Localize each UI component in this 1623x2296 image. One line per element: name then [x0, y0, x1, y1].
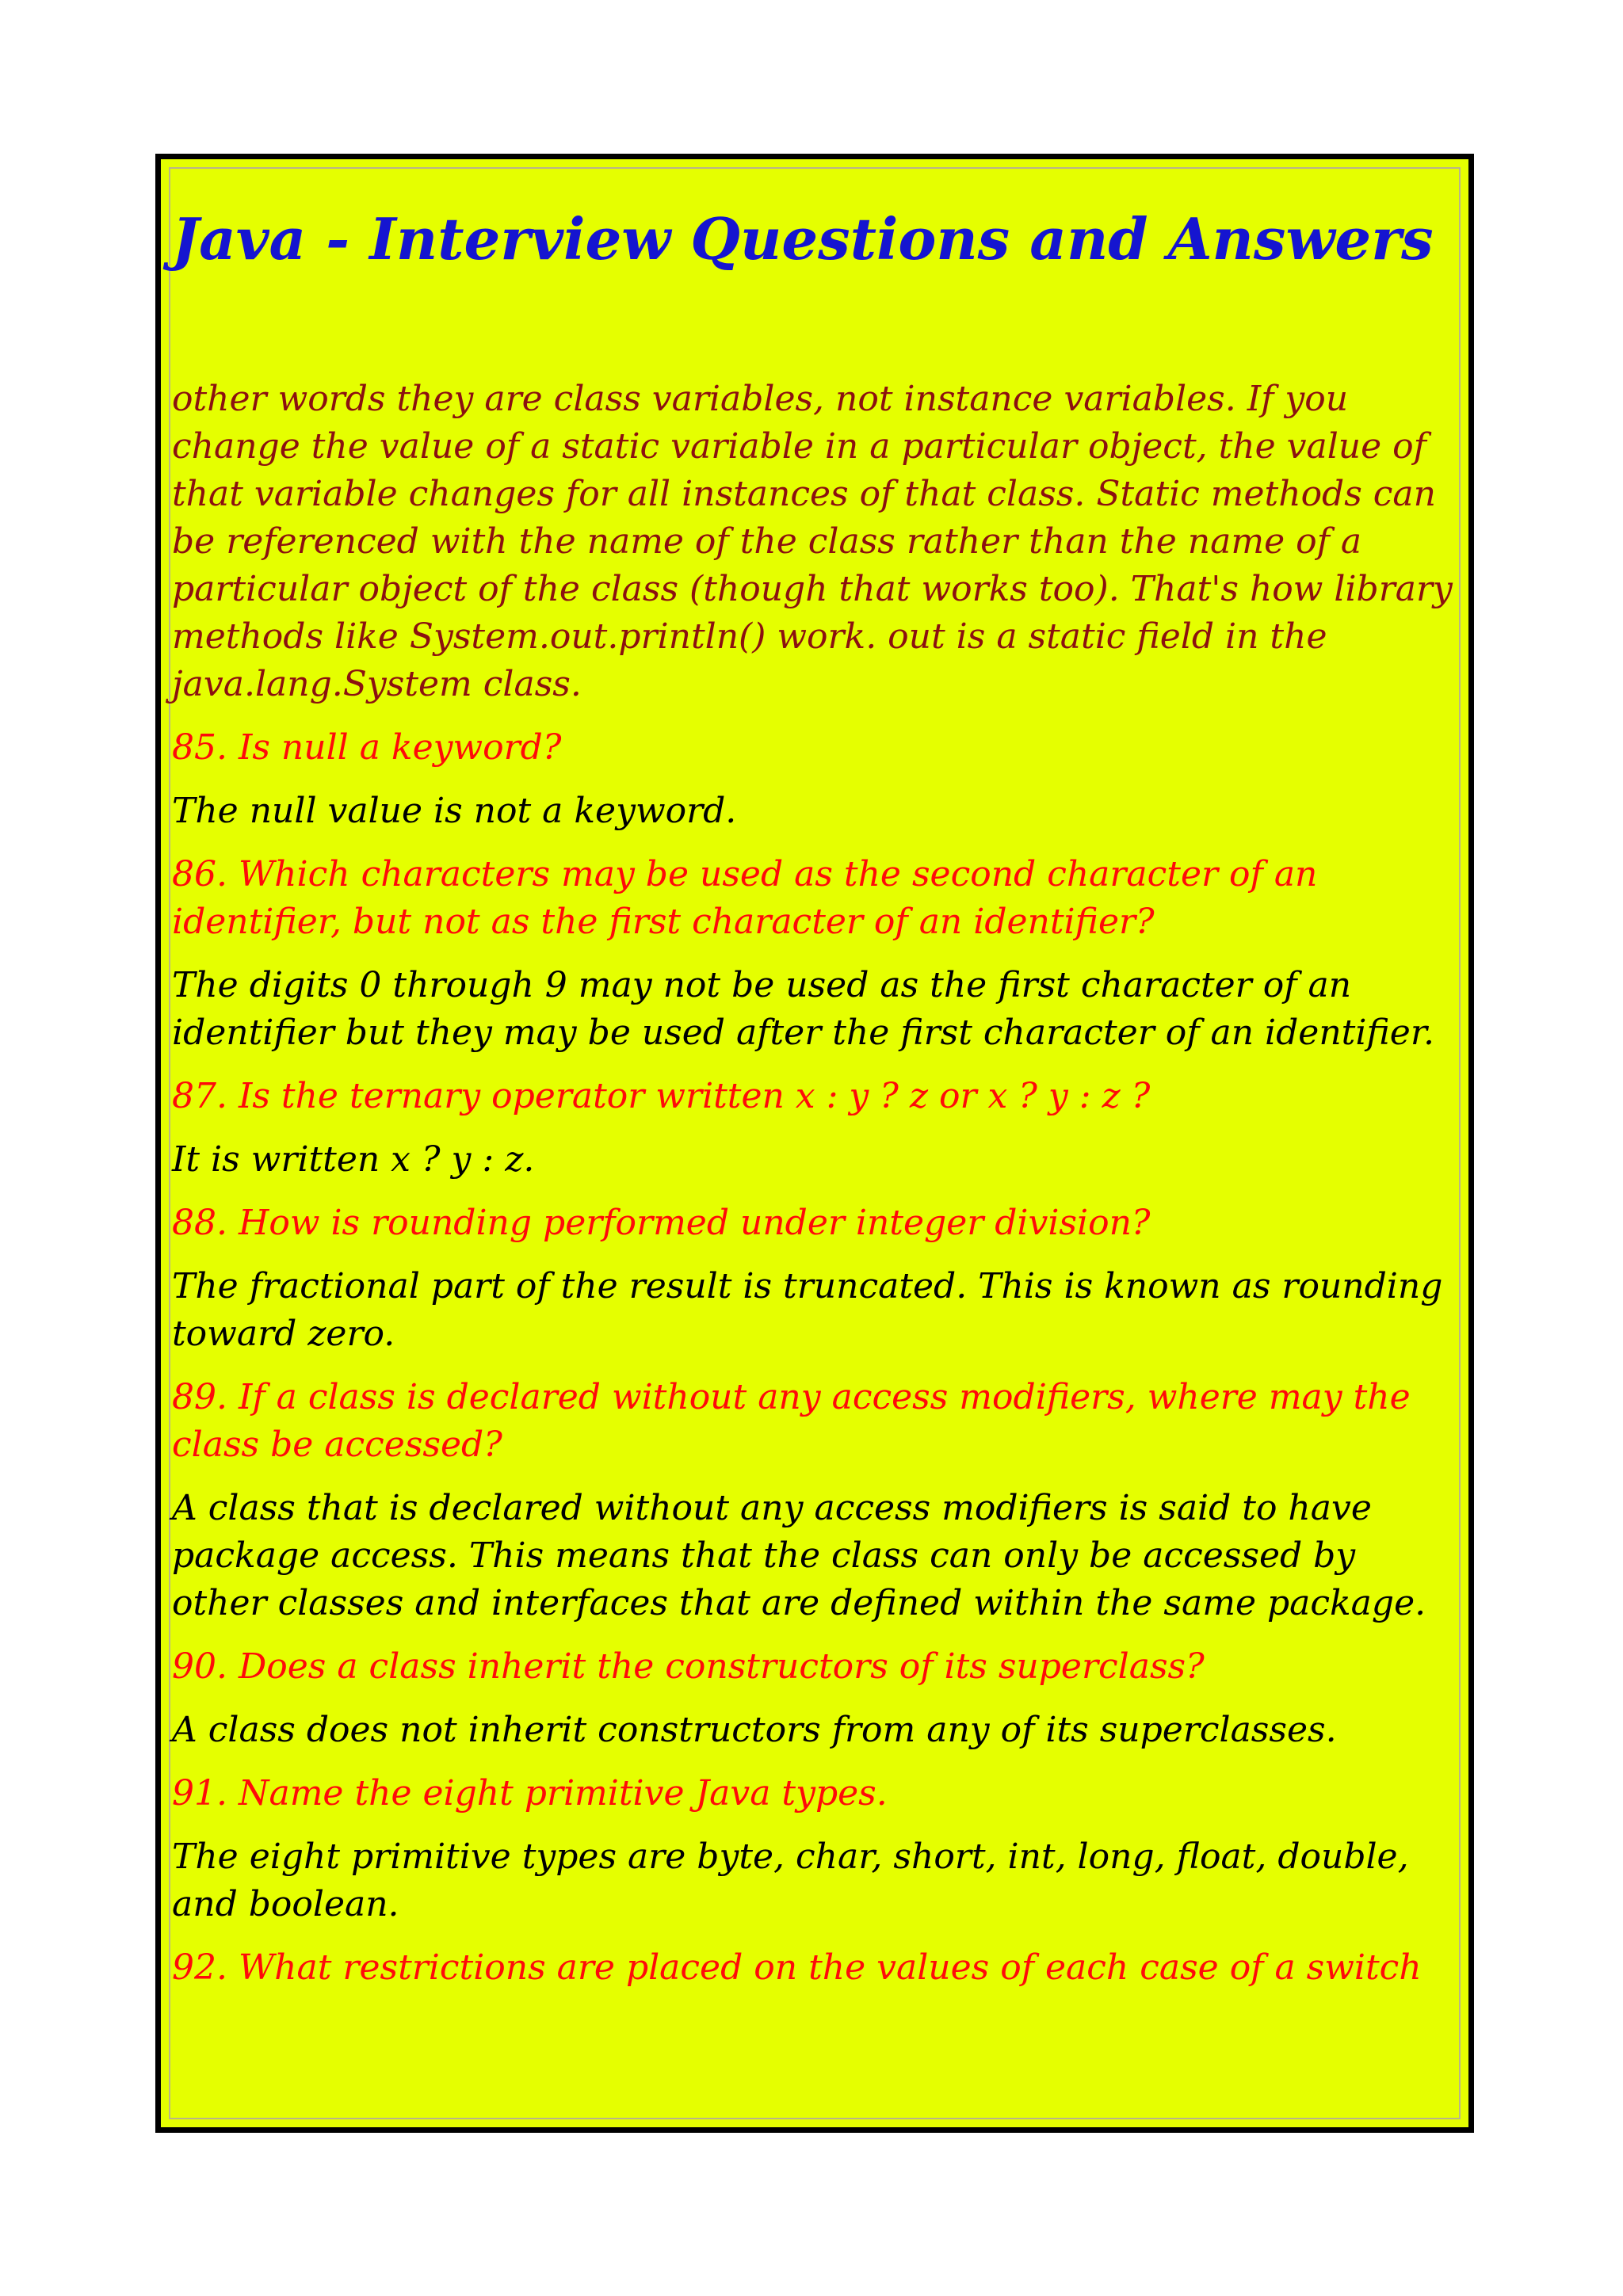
- answer-89: A class that is declared without any access modifiers is said to have package access. This means that the class can only be accessed by other classes and interfaces that are defined within the same package.: [172, 1487, 1426, 1623]
- answer-91: The eight primitive types are byte, char, short, int, long, float, double, and boolean.: [172, 1836, 1409, 1924]
- answer-85: The null value is not a keyword.: [172, 790, 737, 831]
- answer-86: The digits 0 through 9 may not be used as the first character of an identifier but they may be used after the first character of an identifier.: [172, 964, 1435, 1053]
- question-87: 87. Is the ternary operator written x : y ? z or x ? y : z ?: [172, 1075, 1151, 1116]
- page-title: Java - Interview Questions and Answers: [172, 205, 1434, 273]
- question-89: 89. If a class is declared without any access modifiers, where may the class be accessed?: [172, 1376, 1411, 1465]
- page-content: [172, 207, 1461, 2008]
- question-90: 90. Does a class inherit the constructors of its superclass?: [172, 1646, 1205, 1687]
- answer-90: A class does not inherit constructors from any of its superclasses.: [172, 1709, 1337, 1750]
- page-frame: [155, 154, 1474, 2133]
- question-85: 85. Is null a keyword?: [172, 727, 562, 768]
- answer-88: The fractional part of the result is truncated. This is known as rounding toward zero.: [172, 1265, 1443, 1354]
- question-91: 91. Name the eight primitive Java types.: [172, 1772, 888, 1814]
- answer-87: It is written x ? y : z.: [172, 1138, 535, 1180]
- question-92: 92. What restrictions are placed on the values of each case of a switch: [172, 1947, 1422, 1988]
- question-86: 86. Which characters may be used as the second character of an identifier, but not as the first character of an identifier?: [172, 853, 1318, 942]
- lead-paragraph: other words they are class variables, not instance variables. If you change the value of a static variable in a particular object, the value of that variable changes for all instances of that class. Static methods can be referenced with the name of the class rather than the name of a particular object of the class (though that works too). That's how library methods like System.out.println() work. out is a static field in the java.lang.System class.: [172, 378, 1453, 704]
- question-88: 88. How is rounding performed under integer division?: [172, 1202, 1151, 1243]
